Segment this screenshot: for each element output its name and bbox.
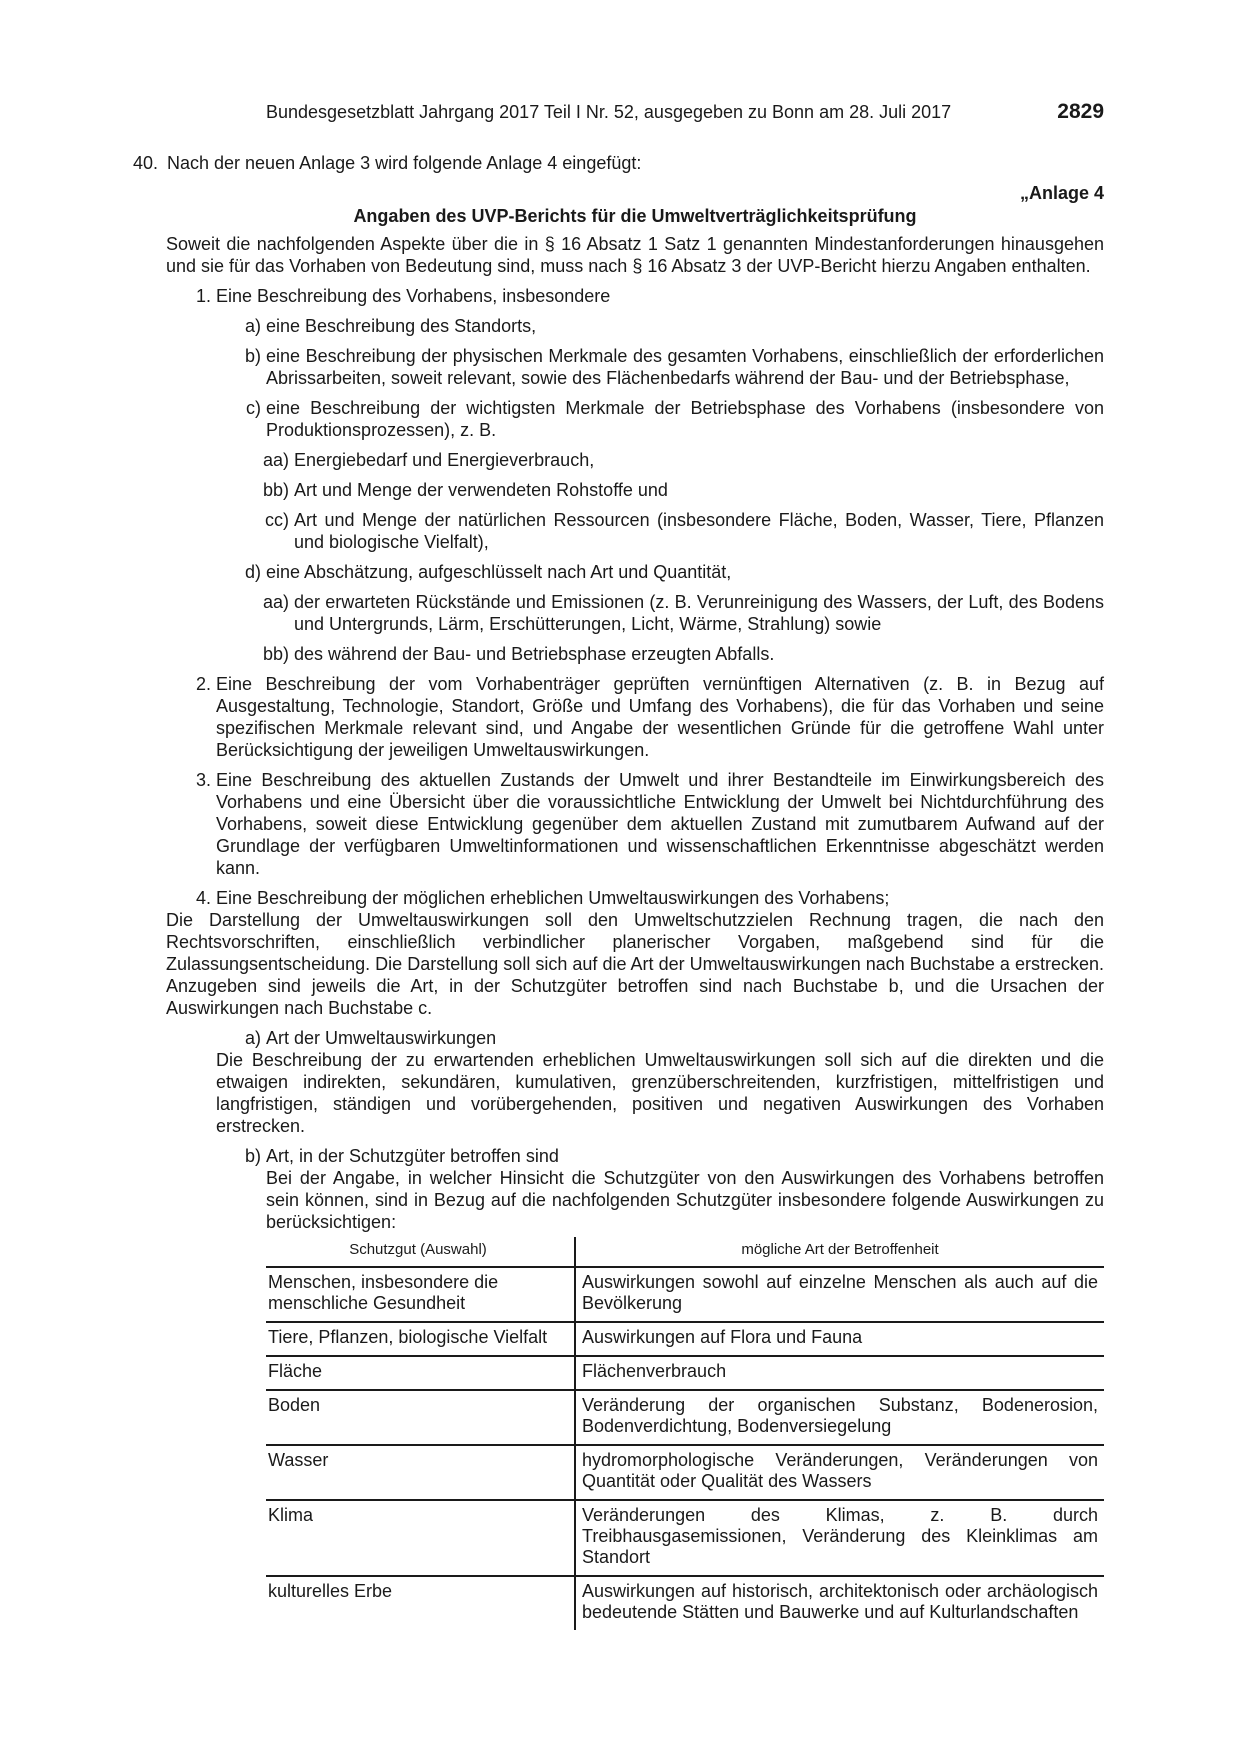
list-text: Art der Umweltauswirkungen [266, 1028, 497, 1048]
list-text: eine Beschreibung des Standorts, [266, 316, 537, 336]
list-item-3 [166, 769, 1104, 879]
table-row [266, 1267, 1104, 1322]
page-number: 2829 [1057, 100, 1104, 123]
table-row [266, 1390, 1104, 1445]
table-cell: Veränderungen des Klimas, z. B. durch Treibhausgasemissionen, Veränderung des Kleinklimas am Standort [575, 1500, 1104, 1576]
table-cell: Auswirkungen auf Flora und Fauna [575, 1322, 1104, 1356]
list-item-1b [216, 345, 1104, 389]
list-letter: a) [244, 1028, 261, 1048]
list-number: 2. [195, 674, 211, 694]
list-letter: d) [244, 562, 261, 582]
schutzgut-table [266, 1237, 1104, 1630]
table-cell: Boden [266, 1390, 575, 1445]
list-text: Eine Beschreibung des Vorhabens, insbesondere [216, 286, 611, 306]
list-letter: b) [244, 1146, 261, 1166]
item-4a-paragraph: Die Beschreibung der zu erwartenden erheblichen Umweltauswirkungen soll sich auf die direkten und die etwaigen indirekten, sekundären, kumulativen, grenzüberschreitenden, kurzfristigen, mittelfristigen und langfristigen, ständigen und vorübergehenden, positiven und negativen Auswirkungen des Vorhaben erstrecken. [216, 1050, 1104, 1136]
table-cell: Veränderung der organischen Substanz, Bodenerosion, Bodenverdichtung, Bodenversiegelung [575, 1390, 1104, 1445]
list-text: Art, in der Schutzgüter betroffen sind [266, 1146, 559, 1166]
list-item-1a [216, 315, 1104, 337]
anlage-body [133, 182, 1104, 1630]
list-text: des während der Bau- und Betriebsphase erzeugten Abfalls. [294, 644, 775, 664]
list-sub-letter: aa) [262, 592, 289, 612]
list-text: eine Beschreibung der physischen Merkmale des gesamten Vorhabens, einschließlich der erforderlichen Abrissarbeiten, soweit relevant, sowie des Flächenbedarfs während der Bau- und der Betriebsphase, [266, 346, 1104, 388]
list-letter: c) [246, 398, 261, 418]
list-item-1 [166, 285, 1104, 307]
list-letter: b) [244, 346, 261, 366]
list-sub-letter: bb) [262, 480, 289, 500]
table-cell: Menschen, insbesondere die menschliche Gesundheit [266, 1267, 575, 1322]
amendment-intro [133, 152, 1104, 174]
list-text: der erwarteten Rückstände und Emissionen (z. B. Verunreinigung des Wassers, der Luft, des Bodens und Untergrunds, Lärm, Erschütterungen, Licht, Wärme, Strahlung) sowie [294, 592, 1104, 634]
list-letter: a) [244, 316, 261, 336]
anlage-preamble: Soweit die nachfolgenden Aspekte über die in § 16 Absatz 1 Satz 1 genannten Mindestanforderungen hinausgehen und sie für das Vorhaben von Bedeutung sind, muss nach § 16 Absatz 3 der UVP-Bericht hierzu Angaben enthalten. [166, 234, 1104, 276]
list-text: eine Abschätzung, aufgeschlüsselt nach Art und Quantität, [266, 562, 732, 582]
list-sub-letter: aa) [262, 450, 289, 470]
running-title: Bundesgesetzblatt Jahrgang 2017 Teil I Nr. 52, ausgegeben zu Bonn am 28. Juli 2017 [266, 102, 952, 122]
list-number: 4. [195, 888, 211, 908]
amendment-number: 40. [133, 153, 159, 173]
table-cell: hydromorphologische Veränderungen, Veränderungen von Quantität oder Qualität des Wassers [575, 1445, 1104, 1500]
list-item-4a [216, 1027, 1104, 1049]
list-text: Art und Menge der natürlichen Ressourcen (insbesondere Fläche, Boden, Wasser, Tiere, Pflanzen und biologische Vielfalt), [294, 510, 1104, 552]
table-row [266, 1500, 1104, 1576]
table-cell: Fläche [266, 1356, 575, 1390]
main-content [133, 152, 1104, 1630]
list-text: eine Beschreibung der wichtigsten Merkmale der Betriebsphase des Vorhabens (insbesondere von Produktionsprozessen), z. B. [266, 398, 1104, 440]
table-cell: Flächenverbrauch [575, 1356, 1104, 1390]
list-item-4 [166, 887, 1104, 909]
list-sub-letter: bb) [262, 644, 289, 664]
list-item-1c-bb [252, 479, 1104, 501]
list-item-4b [216, 1145, 1104, 1167]
amendment-text: Nach der neuen Anlage 3 wird folgende Anlage 4 eingefügt: [167, 153, 642, 173]
item-4b-paragraph: Bei der Angabe, in welcher Hinsicht die Schutzgüter von den Auswirkungen des Vorhabens betroffen sein können, sind in Bezug auf die nachfolgenden Schutzgüter insbesondere folgende Auswirkungen zu berücksichtigen: [266, 1168, 1104, 1232]
table-cell: Klima [266, 1500, 575, 1576]
list-sub-letter: cc) [265, 510, 289, 530]
table-row [266, 1322, 1104, 1356]
table-cell: Auswirkungen sowohl auf einzelne Menschen als auch auf die Bevölkerung [575, 1267, 1104, 1322]
table-row [266, 1445, 1104, 1500]
page-header [0, 100, 1241, 128]
anlage-label: „Anlage 4 [1019, 183, 1104, 203]
table-header-cell: Schutzgut (Auswahl) [266, 1237, 575, 1267]
table-cell: Auswirkungen auf historisch, architektonisch oder archäologisch bedeutende Stätten und Bauwerke und auf Kulturlandschaften [582, 1581, 1098, 1622]
table-header-row [266, 1237, 1104, 1267]
list-text: Energiebedarf und Energieverbrauch, [294, 450, 595, 470]
list-text: Eine Beschreibung der vom Vorhabenträger geprüften vernünftigen Alternativen (z. B. in Bezug auf Ausgestaltung, Technologie, Standort, Größe und Umfang des Vorhabens), die für das Vorhaben und seine spezifischen Merkmale relevant sind, und Angabe der wesentlichen Gründe für die getroffene Wahl unter Berücksichtigung der jeweiligen Umweltauswirkungen. [216, 674, 1104, 760]
anlage-title: Angaben des UVP-Berichts für die Umweltverträglichkeitsprüfung [353, 206, 917, 226]
list-item-1d [216, 561, 1104, 583]
table-cell: kulturelles Erbe [266, 1576, 575, 1630]
list-item-1c-aa [252, 449, 1104, 471]
table-row [266, 1576, 1104, 1630]
list-text: Eine Beschreibung des aktuellen Zustands der Umwelt und ihrer Bestandteile im Einwirkungsbereich des Vorhabens und eine Übersicht über die voraussichtliche Entwicklung der Umwelt bei Nichtdurchführung des Vorhabens, soweit diese Entwicklung gegenüber dem aktuellen Zustand mit zumutbarem Aufwand auf der Grundlage der verfügbaren Umweltinformationen und wissenschaftlichen Erkenntnisse abgeschätzt werden kann. [216, 770, 1104, 878]
table-cell: Wasser [266, 1445, 575, 1500]
list-text: Art und Menge der verwendeten Rohstoffe und [294, 480, 668, 500]
list-number: 3. [195, 770, 211, 790]
table-cell: Tiere, Pflanzen, biologische Vielfalt [266, 1322, 575, 1356]
item-4-paragraph: Die Darstellung der Umweltauswirkungen soll den Umweltschutzzielen Rechnung tragen, die nach den Rechtsvorschriften, einschließlich verbindlicher planerischer Vorgaben, maßgebend sind für die Zulassungsentscheidung. Die Darstellung soll sich auf die Art der Umweltauswirkungen nach Buchstabe a erstrecken. Anzugeben sind jeweils die Art, in der Schutzgüter betroffen sind nach Buchstabe b, und die Ursachen der Auswirkungen nach Buchstabe c. [166, 910, 1104, 1018]
list-item-2 [166, 673, 1104, 761]
table-header-cell: mögliche Art der Betroffenheit [575, 1237, 1104, 1267]
list-text: Eine Beschreibung der möglichen erheblichen Umweltauswirkungen des Vorhabens; [216, 888, 890, 908]
list-item-1c-cc [252, 509, 1104, 553]
list-item-1d-bb [252, 643, 1104, 665]
list-item-1c [216, 397, 1104, 441]
table-row [266, 1356, 1104, 1390]
list-item-1d-aa [252, 591, 1104, 635]
list-number: 1. [195, 286, 211, 306]
